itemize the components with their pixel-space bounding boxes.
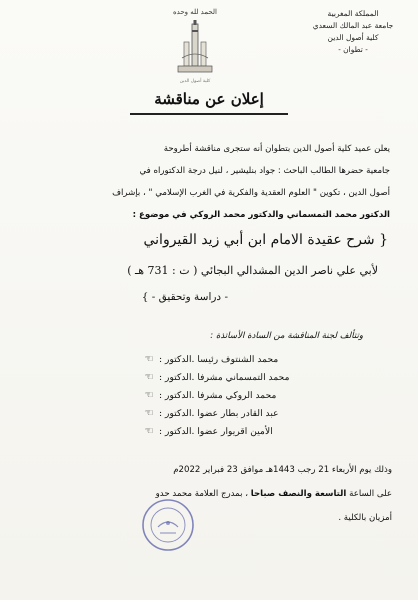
header-line-university: جامعة عبد المالك السعدي — [312, 21, 394, 30]
committee-member — [138, 368, 358, 386]
university-logo — [172, 20, 218, 78]
body-line-1: يعلن عميد كلية أصول الدين بتطوان أنه ستجرى مناقشة أطروحة — [163, 144, 390, 154]
member-name: محمد التمسماني مشرفا . — [191, 371, 290, 383]
announcement-title: إعلان عن مناقشة — [154, 90, 264, 108]
committee-member — [138, 350, 358, 368]
member-name: محمد الروكي مشرفا . — [191, 389, 277, 401]
defense-date: وذلك يوم الأربعاء 21 رجب 1443هـ موافق 23 فبراير 2022م — [173, 465, 392, 475]
member-rank: الدكتور : — [159, 407, 192, 419]
pointing-hand-icon: ☜ — [144, 371, 154, 383]
body-line-2: جامعية حضرها الطالب الباحث : جواد بنليشير ، لنيل درجة الدكتوراه في — [139, 166, 390, 176]
thesis-title: { شرح عقيدة الامام ابن أبي زيد القيرواني — [143, 232, 388, 248]
member-name: الأمين اقريوار عضوا . — [191, 425, 273, 437]
pointing-hand-icon: ☜ — [144, 407, 154, 419]
header-line-city: - تطوان - — [338, 45, 368, 54]
location-text: ، بمدرج العلامة محمد حدو — [155, 489, 249, 499]
pointing-hand-icon: ☜ — [144, 389, 154, 401]
thesis-author: لأبي علي ناصر الدين المشدالي البجائي ( ت : 731 هـ ) — [127, 264, 378, 277]
member-name: محمد الشنتوف رئيسا . — [191, 353, 279, 365]
pointing-hand-icon: ☜ — [144, 425, 154, 437]
invocation: الحمد لله وحده — [172, 8, 218, 16]
committee-member — [138, 422, 358, 440]
header-line-faculty: كلية أصول الدين — [327, 33, 379, 42]
committee-heading: وتتألف لجنة المناقشة من السادة الأساتذة : — [210, 331, 363, 341]
pointing-hand-icon: ☜ — [144, 353, 154, 365]
defense-time: التاسعة والنصف صباحا — [250, 489, 347, 499]
body-line-4-supervisors: الدكتور محمد التمسماني والدكتور محمد الروكي في موضوع : — [132, 210, 390, 220]
location-end: أمزيان بالكلية . — [338, 513, 392, 523]
member-rank: الدكتور : — [159, 371, 192, 383]
committee-member — [138, 404, 358, 422]
body-line-3: أصول الدين ، تكوين " العلوم العقدية والفكرية في الغرب الإسلامي " ، بإشراف — [112, 188, 390, 198]
member-rank: الدكتور : — [159, 425, 192, 437]
logo-caption: كلية أصول الدين — [179, 79, 211, 84]
defense-time-location — [22, 484, 392, 504]
member-rank: الدكتور : — [159, 353, 192, 365]
member-rank: الدكتور : — [159, 389, 192, 401]
official-stamp — [140, 497, 196, 553]
committee-member — [138, 386, 358, 404]
header-line-kingdom: المملكة المغربية — [327, 9, 379, 18]
time-prefix: على الساعة — [349, 489, 392, 499]
title-underline — [130, 113, 288, 115]
committee-members — [138, 350, 358, 440]
institution-header — [298, 8, 408, 56]
member-name: عبد القادر بطار عضوا . — [191, 407, 279, 419]
thesis-study-type: - دراسة وتحقيق - } — [141, 291, 228, 303]
